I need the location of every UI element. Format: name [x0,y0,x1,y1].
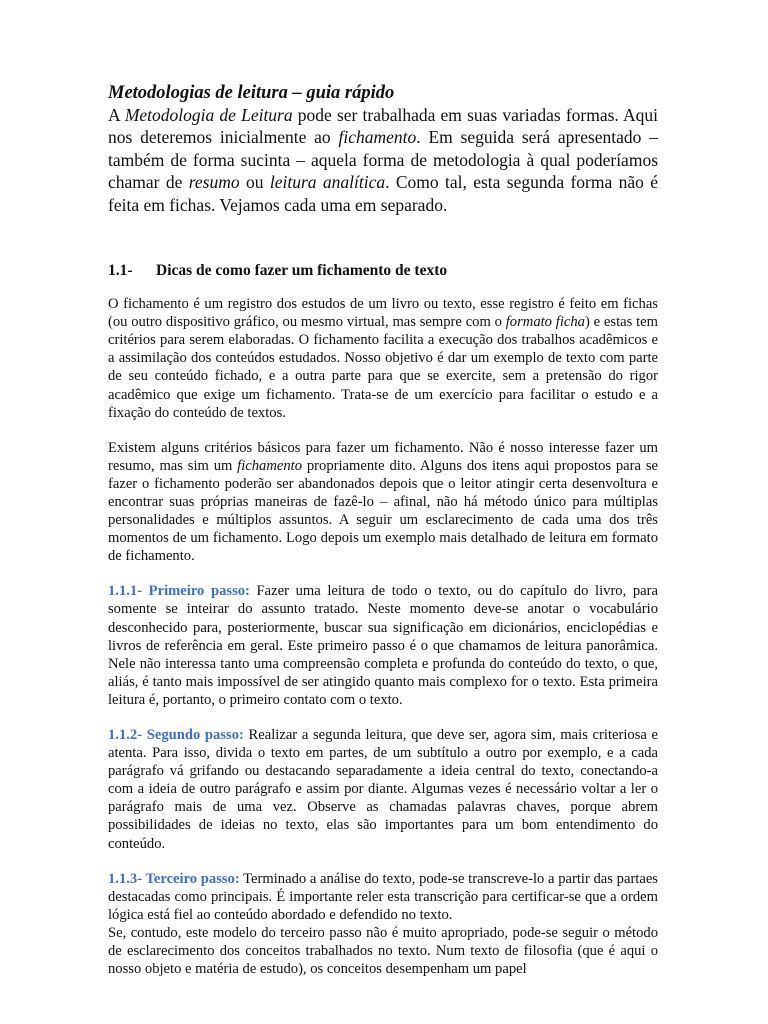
step-2-label: 1.1.2- Segundo passo: [108,727,244,743]
paragraph-step-2: 1.1.2- Segundo passo: Realizar a segunda leitura, que deve ser, agora sim, mais criteriosa e atenta. Para isso, divida o texto em partes, de um subtítulo a outro por exemplo, e a cada parágrafo vá grifando ou destacando separadamente a ideia central do texto, conectando-a com a ideia de outro parágrafo e assim por diante. Algumas vezes é necessário voltar a ler o parágrafo mais de uma vez. Observe as chamadas palavras chaves, porque abrem possibilidades de ideias no texto, elas são importantes para um bom entendimento do conteúdo. [108,727,659,852]
document-title: Metodologias de leitura – guia rápido [108,83,395,103]
section-number: 1.1- [108,262,133,280]
paragraph-step-3: 1.1.3- Terceiro passo: Terminado a análise do texto, pode-se transcreve-lo a partir das partaes destacadas como principais. É importante reler esta transcrição para certificar-se que a ordem lógica está fiel ao conteúdo abordado e defendido no texto. [108,870,658,923]
step-1-label: 1.1.1- Primeiro passo: [108,583,250,600]
intro-paragraph: A Metodologia de Leitura pode ser trabalhada em suas variadas formas. Aqui nos deteremos inicialmente ao fichamento. Em seguida será apresentado – também de forma sucinta – aquela forma de metodologia à qual poderíamos chamar de resumo ou leitura analítica. Como tal, esta segunda forma não é feita em fichas. Vejamos cada uma em separado. [108,105,658,215]
paragraph-fichamento-definition: O fichamento é um registro dos estudos de um livro ou texto, esse registro é feito em fichas (ou outro dispositivo gráfico, ou mesmo virtual, mas sempre com o formato ficha) e estas tem critérios para serem elaboradas. O fichamento facilita a execução dos trabalhos acadêmicos e a assimilação dos conteúdos estudados. Nosso objetivo é dar um exemplo de texto com parte de seu conteúdo fichado, e a outra parte para que se exercite, sem a pretensão do rigor acadêmico que exige um fichamento. Trata-se de um exercício para facilitar o estudo e a fixação do conteúdo de textos. [108,296,658,421]
paragraph-step-1: 1.1.1- Primeiro passo: Fazer uma leitura de todo o texto, ou do capítulo do livro, para somente se inteirar do assunto tratado. Neste momento deve-se anotar o vocabulário desconhecido para, posteriormente, buscar sua significação em dicionários, enciclopédias e livros de referência em geral. Este primeiro passo é o que chamamos de leitura panorâmica. Nele não interessa tanto uma compreensão completa e profunda do conteúdo do texto, o que, aliás, é tanto mais impossível de ser atingido quanto mais complexo for o texto. Esta primeira leitura é, portanto, o primeiro contato com o texto. [108,583,658,708]
step-3-label: 1.1.3- Terceiro passo: [108,870,240,887]
document-page [108,82,658,978]
section-title: Dicas de como fazer um fichamento de texto [156,262,448,280]
paragraph-alternative-method: Se, contudo, este modelo do terceiro passo não é muito apropriado, pode-se seguir o método de esclarecimento dos conceitos trabalhados no texto. Num texto de filosofia (que é aqui o nosso objeto e matéria de estudo), os conceitos desempenham um papel [108,924,658,978]
paragraph-criteria: Existem alguns critérios básicos para fazer um fichamento. Não é nosso interesse fazer um resumo, mas sim um fichamento propriamente dito. Alguns dos itens aqui propostos para se fazer o fichamento poderão ser abandonados depois que o leitor atingir certa desenvoltura e encontrar suas próprias maneiras de fazê-lo – afinal, não há método único para múltiplas personalidades e múltiplos assuntos. A seguir um esclarecimento de cada uma dos três momentos de um fichamento. Logo depois um exemplo mais detalhado de leitura em formato de fichamento. [108,439,658,565]
section-heading [108,261,658,281]
